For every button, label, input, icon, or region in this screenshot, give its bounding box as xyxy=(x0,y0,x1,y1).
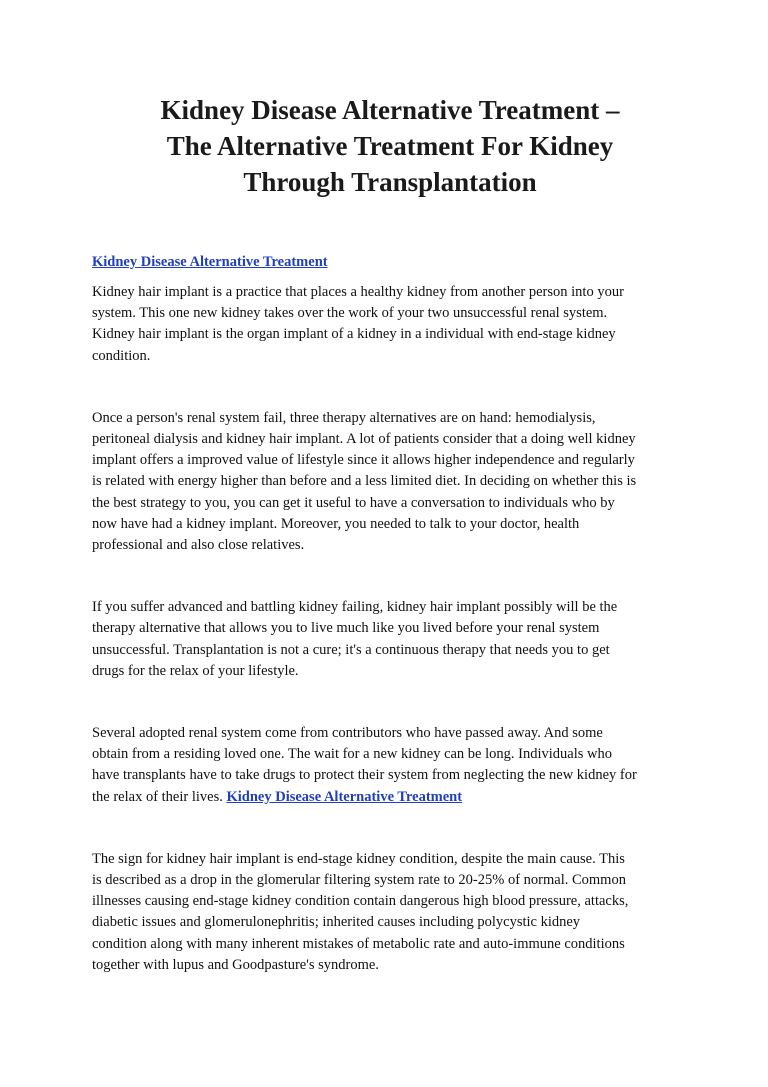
paragraph-line: Once a person's renal system fail, three therapy alternatives are on hand: hemodialysis, xyxy=(92,409,596,426)
paragraph-4 xyxy=(92,723,688,808)
paragraph-3 xyxy=(92,597,688,682)
paragraph-line: If you suffer advanced and battling kidney failing, kidney hair implant possibly will be the xyxy=(92,599,618,616)
paragraph-line: together with lupus and Goodpasture's syndrome. xyxy=(92,956,379,973)
paragraph-line: the best strategy to you, you can get it useful to have a conversation to individuals who by xyxy=(92,494,615,511)
paragraph-line: condition. xyxy=(92,347,151,364)
paragraph-1 xyxy=(92,282,688,367)
paragraph-line: Kidney hair implant is the organ implant of a kidney in a individual with end-stage kidney xyxy=(92,326,616,343)
document-title xyxy=(92,92,688,200)
paragraph-line: therapy alternative that allows you to live much like you lived before your renal system xyxy=(92,620,600,637)
title-line-1: Kidney Disease Alternative Treatment – xyxy=(160,95,620,125)
paragraph-line: unsuccessful. Transplantation is not a cure; it's a continuous therapy that needs you to get xyxy=(92,641,610,658)
title-line-2: The Alternative Treatment For Kidney xyxy=(166,131,614,161)
paragraph-line: is related with energy higher than before and a less limited diet. In deciding on whether this is xyxy=(92,473,637,490)
paragraph-line: is described as a drop in the glomerular filtering system rate to 20-25% of normal. Common xyxy=(92,872,626,889)
paragraph-2 xyxy=(92,408,688,556)
paragraph-line: peritoneal dialysis and kidney hair implant. A lot of patients consider that a doing well kidney xyxy=(92,431,636,448)
paragraph-line: diabetic issues and glomerulonephritis; inherited causes including polycystic kidney xyxy=(92,914,581,931)
paragraph-line: obtain from a residing loved one. The wait for a new kidney can be long. Individuals who xyxy=(92,746,612,763)
document-page xyxy=(92,92,688,976)
paragraph-line: Kidney hair implant is a practice that places a healthy kidney from another person into your xyxy=(92,284,624,300)
paragraph-line: The sign for kidney hair implant is end-stage kidney condition, despite the main cause. This xyxy=(92,850,625,867)
inline-treatment-link[interactable]: Kidney Disease Alternative Treatment xyxy=(226,788,463,805)
top-treatment-link[interactable]: Kidney Disease Alternative Treatment xyxy=(92,254,328,270)
title-line-3: Through Transplantation xyxy=(243,167,537,197)
paragraph-line: condition along with many inherent mistakes of metabolic rate and auto-immune conditions xyxy=(92,935,625,952)
paragraph-line: have transplants have to take drugs to protect their system from neglecting the new kidney for xyxy=(92,767,637,784)
paragraph-line-prefix: the relax of their lives. xyxy=(92,788,227,805)
paragraph-line: system. This one new kidney takes over the work of your two unsuccessful renal system. xyxy=(92,305,608,322)
paragraph-line: illnesses causing end-stage kidney condition contain dangerous high blood pressure, attacks, xyxy=(92,893,629,910)
paragraph-line: now have had a kidney implant. Moreover, you needed to talk to your doctor, health xyxy=(92,515,580,532)
paragraph-line: professional and also close relatives. xyxy=(92,537,305,554)
paragraph-line: implant offers a improved value of lifestyle since it allows higher independence and regularly xyxy=(92,452,635,469)
paragraph-5 xyxy=(92,849,688,976)
paragraph-last-line xyxy=(92,787,688,808)
paragraph-line: drugs for the relax of your lifestyle. xyxy=(92,662,299,679)
paragraph-line: Several adopted renal system come from contributors who have passed away. And some xyxy=(92,725,603,742)
